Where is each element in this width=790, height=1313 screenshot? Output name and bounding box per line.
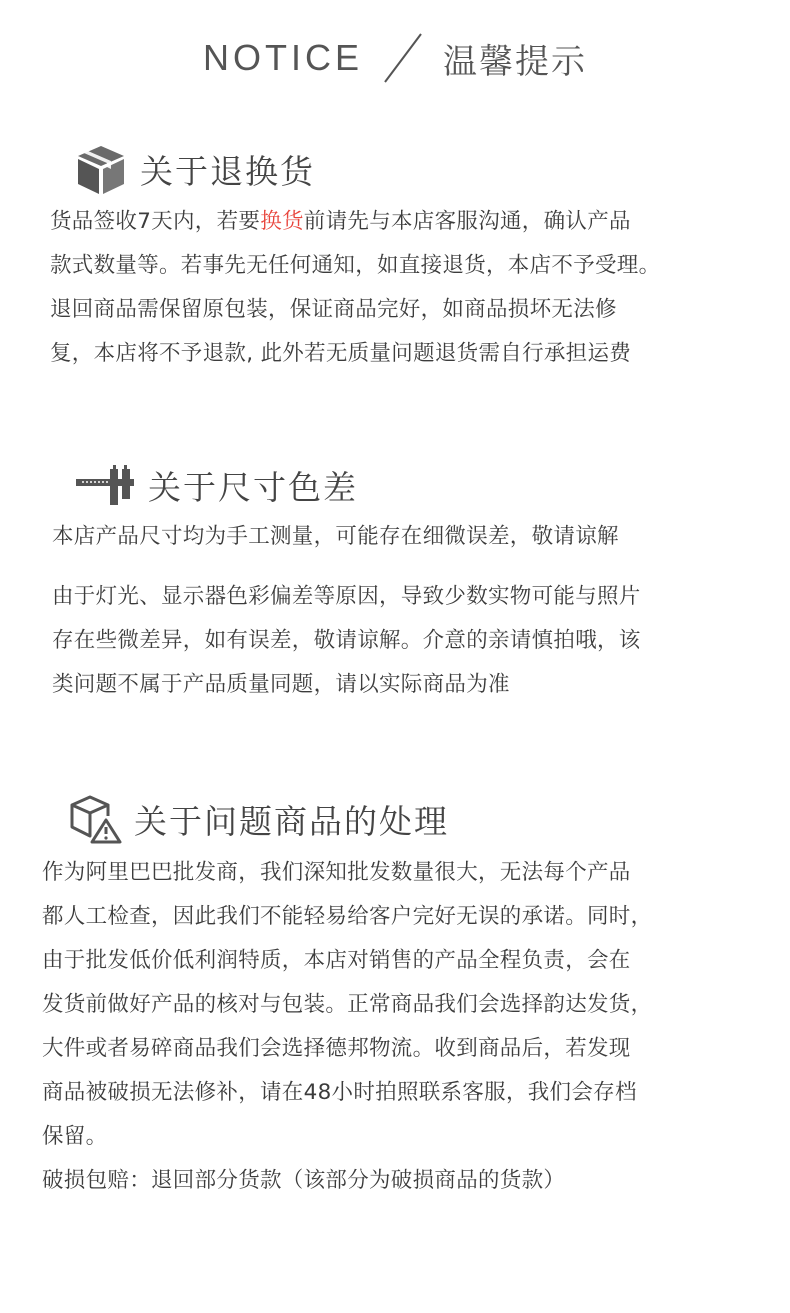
header-title-cn: 温馨提示	[443, 41, 587, 82]
slash-divider-icon	[373, 30, 433, 86]
text-segment: 前请先与本店客服沟通，确认产品	[303, 209, 631, 234]
text-line: 破损包赔：退回部分货款（该部分为破损商品的货款）	[42, 1168, 566, 1193]
text-line: 商品被破损无法修补，请在48小时拍照联系客服，我们会存档	[42, 1080, 637, 1105]
section-body-returns	[50, 200, 660, 376]
section-body-size-b	[52, 575, 641, 707]
text-line: 退回商品需保留原包装，保证商品完好，如商品损坏无法修	[50, 297, 617, 322]
highlight-text: 换货	[260, 209, 304, 234]
text-line: 由于批发低价低利润特质，本店对销售的产品全程负责，会在	[42, 948, 631, 973]
text-line: 作为阿里巴巴批发商，我们深知批发数量很大，无法每个产品	[42, 860, 631, 885]
text-line: 存在些微差异，如有误差，敬请谅解。介意的亲请慎拍哦，该	[52, 628, 641, 653]
header-title-en: NOTICE	[202, 37, 363, 78]
section-title-returns	[74, 142, 315, 196]
text-line: 由于灯光、显示器色彩偏差等原因，导致少数实物可能与照片	[52, 584, 641, 609]
text-line	[50, 200, 660, 244]
section-body-damaged	[42, 851, 652, 1203]
text-line: 都人工检查，因此我们不能轻易给客户完好无误的承诺。同时，	[42, 904, 653, 929]
section-title-text: 关于退换货	[140, 151, 315, 191]
section-body-size-a	[52, 515, 619, 559]
text-line: 复，本店将不予退款, 此外若无质量问题退货需自行承担运费	[50, 341, 632, 366]
text-line: 款式数量等。若事先无任何通知，如直接退货，本店不予受理。	[50, 253, 661, 278]
damaged-box-warning-icon	[68, 794, 122, 844]
package-box-icon	[74, 142, 128, 196]
text-line: 发货前做好产品的核对与包装。正常商品我们会选择韵达发货，	[42, 992, 653, 1017]
section-title-damaged	[68, 794, 449, 844]
text-line: 类问题不属于产品质量同题，请以实际商品为准	[52, 672, 510, 697]
text-line: 大件或者易碎商品我们会选择德邦物流。收到商品后，若发现	[42, 1036, 631, 1061]
text-line: 保留。	[42, 1124, 108, 1149]
section-title-text: 关于尺寸色差	[148, 468, 358, 507]
caliper-icon	[74, 463, 136, 509]
section-title-text: 关于问题商品的处理	[134, 801, 449, 841]
text-line: 本店产品尺寸均为手工测量，可能存在细微误差，敬请谅解	[52, 524, 619, 549]
notice-header	[0, 28, 790, 88]
text-segment: 货品签收7天内，若要	[50, 209, 261, 234]
section-title-size	[74, 462, 358, 509]
